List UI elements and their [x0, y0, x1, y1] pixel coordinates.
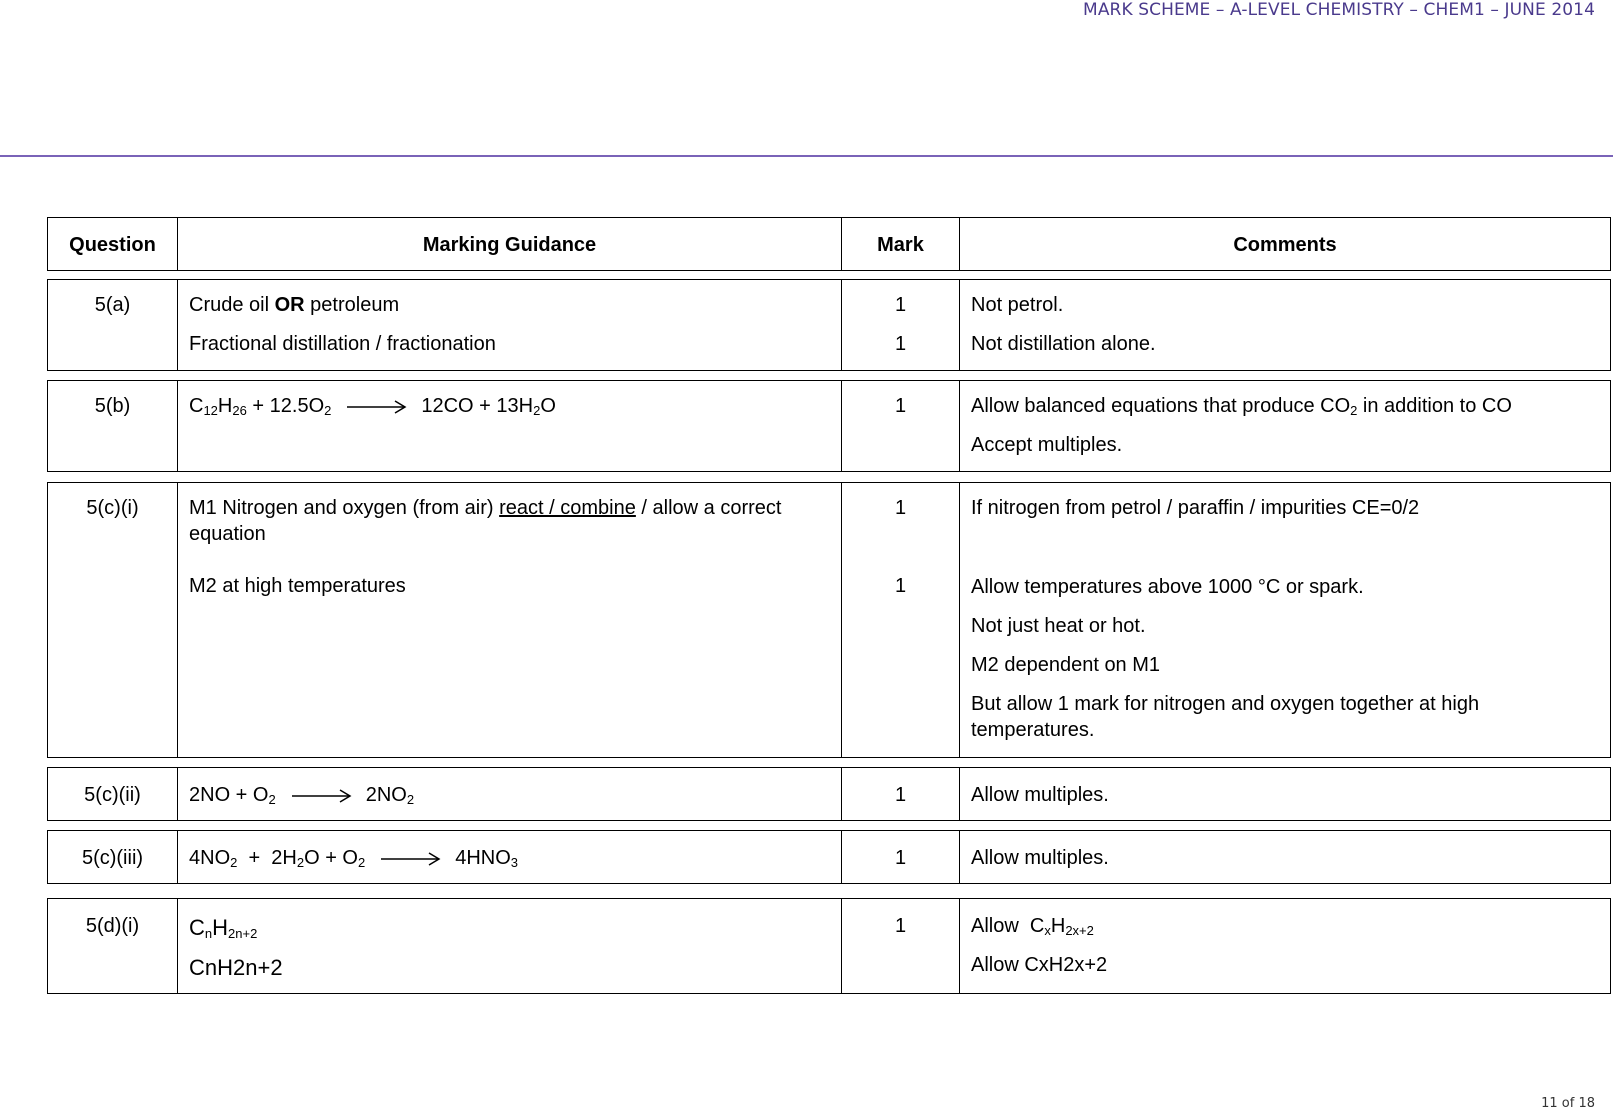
comment-text: Allow C	[971, 915, 1045, 937]
guidance-cell	[178, 768, 842, 820]
comment-text: in addition to CO	[1357, 395, 1512, 417]
comment-text: Allow balanced equations that produce CO	[971, 395, 1351, 417]
eq-part: + 12.5O	[246, 395, 325, 417]
guidance-line: Fractional distillation / fractionation	[189, 333, 496, 355]
comment-sub: x	[1044, 923, 1051, 938]
comment-line: Allow temperatures above 1000 °C or spark.	[971, 576, 1364, 598]
comment-sub: 2x+2	[1065, 923, 1094, 938]
mark-value: 1	[894, 497, 907, 519]
comment-line: Accept multiples.	[971, 434, 1123, 456]
eq-part: 2NO	[365, 784, 407, 806]
guidance-text: petroleum	[304, 294, 400, 316]
eq-sub: 2	[230, 855, 238, 870]
eq-sub: 2	[357, 855, 366, 870]
eq-part: 12CO + 13H	[421, 395, 534, 417]
page-number: 11 of 18	[1541, 1096, 1595, 1111]
mark-value: 1	[894, 784, 907, 806]
eq-sub: 2	[406, 792, 415, 807]
guidance-cell	[178, 381, 842, 471]
question-cell	[48, 280, 178, 370]
header-mark: Mark	[877, 234, 924, 256]
table-row-5cii	[47, 767, 1611, 821]
question-cell	[48, 768, 178, 820]
guidance-bold-or: OR	[274, 294, 305, 316]
mark-cell	[842, 768, 960, 820]
guidance-text: / allow a correct equation	[189, 497, 782, 545]
eq-part: + 2H	[237, 847, 297, 869]
header-divider	[0, 155, 1613, 157]
header-question-cell	[48, 218, 178, 270]
comment-line: If nitrogen from petrol / paraffin / impurities CE=0/2	[971, 497, 1420, 519]
guidance-text: Crude oil	[189, 294, 275, 316]
comment-line	[971, 395, 1602, 417]
header-comments: Comments	[1233, 234, 1337, 256]
reaction-arrow-icon	[292, 784, 352, 806]
table-row-5di	[47, 898, 1611, 994]
question-cell	[48, 831, 178, 883]
reaction-arrow-icon	[381, 847, 441, 869]
question-number: 5(c)(i)	[86, 497, 139, 519]
mark-value: 1	[894, 294, 907, 316]
question-cell	[48, 483, 178, 757]
eq-part: 4NO	[189, 847, 231, 869]
table-row-5a	[47, 279, 1611, 371]
comment-text: H	[1050, 915, 1066, 937]
guidance-m2: M2 at high temperatures	[189, 575, 406, 597]
formula-sub: n	[204, 926, 213, 941]
question-cell	[48, 899, 178, 993]
comment-line	[971, 915, 1602, 937]
mark-cell	[842, 381, 960, 471]
comment-line: Allow multiples.	[971, 784, 1109, 806]
guidance-m1	[189, 495, 833, 547]
mark-value: 1	[894, 395, 907, 417]
eq-sub: 12	[203, 403, 218, 418]
eq-sub: 2	[296, 855, 305, 870]
eq-part: 4HNO	[455, 847, 511, 869]
header-guidance: Marking Guidance	[422, 234, 597, 256]
comment-line: Not petrol.	[971, 294, 1064, 316]
eq-sub: 2	[324, 403, 332, 418]
eq-part: O	[540, 395, 556, 417]
mark-cell	[842, 280, 960, 370]
mark-value: 1	[894, 333, 907, 355]
eq-sub: 3	[510, 855, 519, 870]
formula-part: H	[212, 915, 229, 940]
guidance-cell	[178, 831, 842, 883]
eq-sub: 2	[533, 403, 541, 418]
table-header-row	[47, 217, 1611, 271]
question-number: 5(d)(i)	[85, 915, 140, 937]
equation	[189, 784, 833, 806]
question-number: 5(b)	[94, 395, 131, 417]
comments-cell	[960, 280, 1610, 370]
equation	[189, 847, 833, 869]
comments-cell	[960, 483, 1610, 757]
mark-cell	[842, 831, 960, 883]
eq-sub: 26	[232, 403, 247, 418]
mark-cell	[842, 899, 960, 993]
question-cell	[48, 381, 178, 471]
comment-line: Allow CxH2x+2	[971, 954, 1108, 976]
mark-value: 1	[894, 915, 907, 937]
comment-line: Not distillation alone.	[971, 333, 1156, 355]
mark-cell	[842, 483, 960, 757]
eq-sub: 2	[268, 792, 276, 807]
guidance-cell	[178, 483, 842, 757]
question-number: 5(c)(ii)	[84, 784, 141, 806]
guidance-cell	[178, 899, 842, 993]
comment-line: Not just heat or hot.	[971, 615, 1146, 637]
formula-part: C	[189, 915, 205, 940]
equation	[189, 395, 833, 417]
comments-cell	[960, 381, 1610, 471]
eq-part: C	[189, 395, 204, 417]
comment-line: But allow 1 mark for nitrogen and oxygen together at high temperatures.	[971, 693, 1480, 741]
table-row-5ciii	[47, 830, 1611, 884]
mark-value: 1	[894, 847, 907, 869]
comment-sub: 2	[1350, 403, 1358, 418]
comments-cell	[960, 768, 1610, 820]
header-guidance-cell	[178, 218, 842, 270]
question-number: 5(c)(iii)	[81, 847, 144, 869]
eq-part: O + O	[304, 847, 358, 869]
eq-part: 2NO + O	[189, 784, 269, 806]
formula-plain: CnH2n+2	[189, 955, 283, 980]
guidance-text: M1 Nitrogen and oxygen (from air)	[189, 497, 500, 519]
formula	[189, 917, 833, 939]
header-mark-cell	[842, 218, 960, 270]
page-header-title: MARK SCHEME – A-LEVEL CHEMISTRY – CHEM1 – JUNE 2014	[1083, 0, 1595, 20]
table-row-5b	[47, 380, 1611, 472]
reaction-arrow-icon	[347, 395, 407, 417]
header-question: Question	[69, 234, 156, 256]
question-number: 5(a)	[94, 294, 131, 316]
mark-value: 1	[894, 575, 907, 597]
table-row-5ci	[47, 482, 1611, 758]
guidance-cell	[178, 280, 842, 370]
comments-cell	[960, 831, 1610, 883]
comment-line: M2 dependent on M1	[971, 654, 1161, 676]
header-comments-cell	[960, 218, 1610, 270]
guidance-underlined: react / combine	[499, 497, 636, 519]
formula-sub: 2n+2	[228, 926, 258, 941]
guidance-line	[189, 294, 833, 316]
eq-part: H	[217, 395, 233, 417]
comment-line: Allow multiples.	[971, 847, 1109, 869]
comments-cell	[960, 899, 1610, 993]
